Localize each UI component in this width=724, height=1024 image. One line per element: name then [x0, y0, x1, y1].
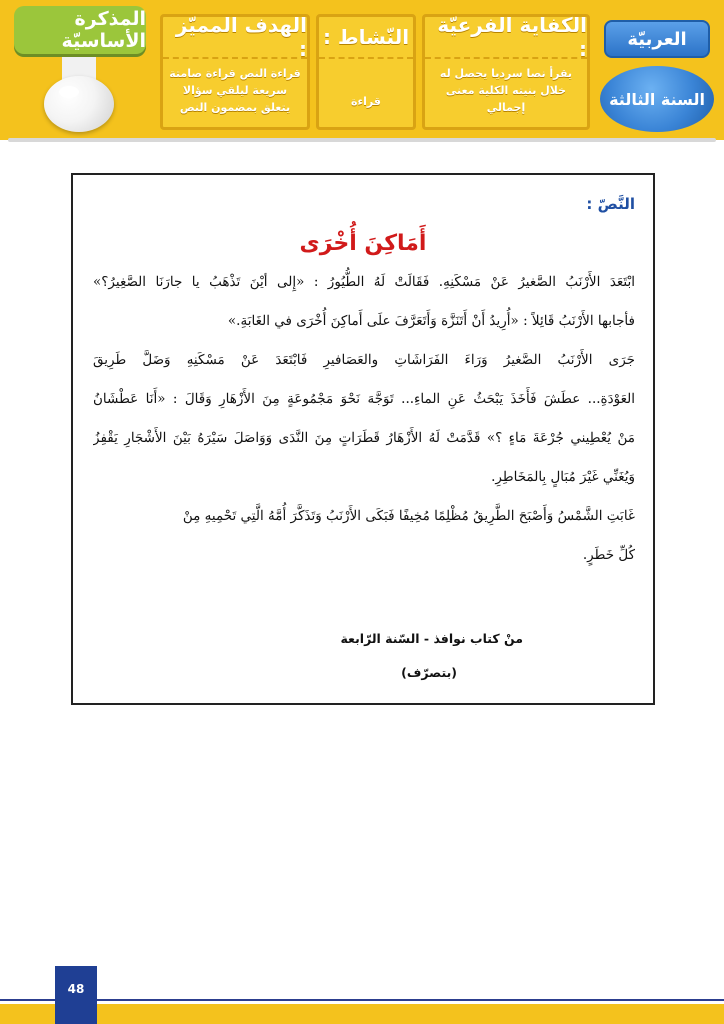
story-line: وَيُغَنِّي غَيْرَ مُبَالٍ بِالمَخَاطِرِ.	[491, 469, 635, 485]
page-number: 48	[55, 966, 97, 1024]
competence-title: الكفاية الفرعيّة :	[425, 17, 587, 59]
footer-bar	[0, 1004, 724, 1024]
logo	[10, 6, 150, 134]
story-line: العَوْدَةِ... عطَشَ فَأَخَذَ يَبْحَثُ عَنِ الماءِ... تَوَجَّهَ نَحْوَ مَجْمُوعَةٍ مِنَ الأَزْهَارِ وَقَالَ : «أَنَا عَطْشَانُ	[93, 391, 635, 407]
competence-box	[422, 14, 590, 130]
story-title: أَمَاكِنَ أُخْرَى	[299, 231, 427, 256]
subject-badge: العربيّة	[604, 20, 710, 58]
reading-text-frame	[71, 173, 655, 705]
page-header	[0, 0, 724, 140]
goal-text: قراءة النص قراءة صامتة سريعة ليلقي سؤالا يتعلق بمضمون النص	[169, 67, 301, 114]
activity-title: النّشاط :	[319, 17, 413, 59]
activity-text: قراءة	[351, 95, 381, 108]
footer-divider	[0, 999, 724, 1001]
source-note: (بتصرّف)	[401, 665, 457, 680]
goal-title: الهدف المميّز :	[163, 17, 307, 59]
year-badge: السنة الثالثة	[600, 66, 714, 132]
story-line: كُلِّ خَطَرٍ.	[582, 547, 635, 563]
source-book: منْ كتاب نوافذ - السّنة الرّابعة	[340, 631, 523, 646]
activity-box	[316, 14, 416, 130]
logo-title: المذكرة الأساسيّة	[14, 6, 146, 54]
goal-box	[160, 14, 310, 130]
competence-text: يقرأ نصا سرديا يحصل له خلال بنيته الكلية معنى إجمالي	[439, 67, 573, 114]
story-line: جَرَى الأَرْنَبُ الصَّغيرُ وَرَاءَ الفَرَاشَاتِ والعَصَافيرِ فَابْتَعَدَ عَنْ مَسْكَنِهِ وَضَلَّ طَرِيقَ	[93, 352, 635, 368]
story-line: مَنْ يُعْطِيني جُرْعَةَ مَاءٍ ؟» قَدَّمَتْ لَهُ الأَزْهَارُ قَطَرَاتٍ مِنَ النَّدَى وَوَاصَلَ سَيْرَهُ بَيْنَ الأَشْجَارِ يَقْفِزُ	[93, 430, 635, 446]
story-line: ابْتَعَدَ الأَرْنَبُ الصَّغيرُ عَنْ مَسْكَنِهِ. فَقَالَتْ لَهُ الطُّيُورُ : «إِلى أيْنَ تَذْهَبُ يا جارَنَا الصَّغِيرُ؟»	[93, 274, 635, 290]
text-label: النَّصّ :	[586, 195, 635, 213]
story-line: فأجابها الأَرْنَبُ قَائِلاً : «أُرِيدُ أَنْ أَتَنَزَّهَ وَأَتَعَرَّفَ علَى أَماكِنَ أُخْرَى في الغَابَةِ.»	[227, 313, 635, 329]
story-line: غَابَتِ الشَّمْسُ وَأَصْبَحَ الطَّرِيقُ مُظْلِمًا مُخِيفًا فَبَكَى الأَرْنَبُ وَتَذَكَّرَ أُمَّهُ الَّتِي تَحْمِيهِ مِنْ	[182, 508, 635, 524]
story-body	[93, 263, 635, 575]
logo-bulb-icon	[44, 76, 114, 132]
